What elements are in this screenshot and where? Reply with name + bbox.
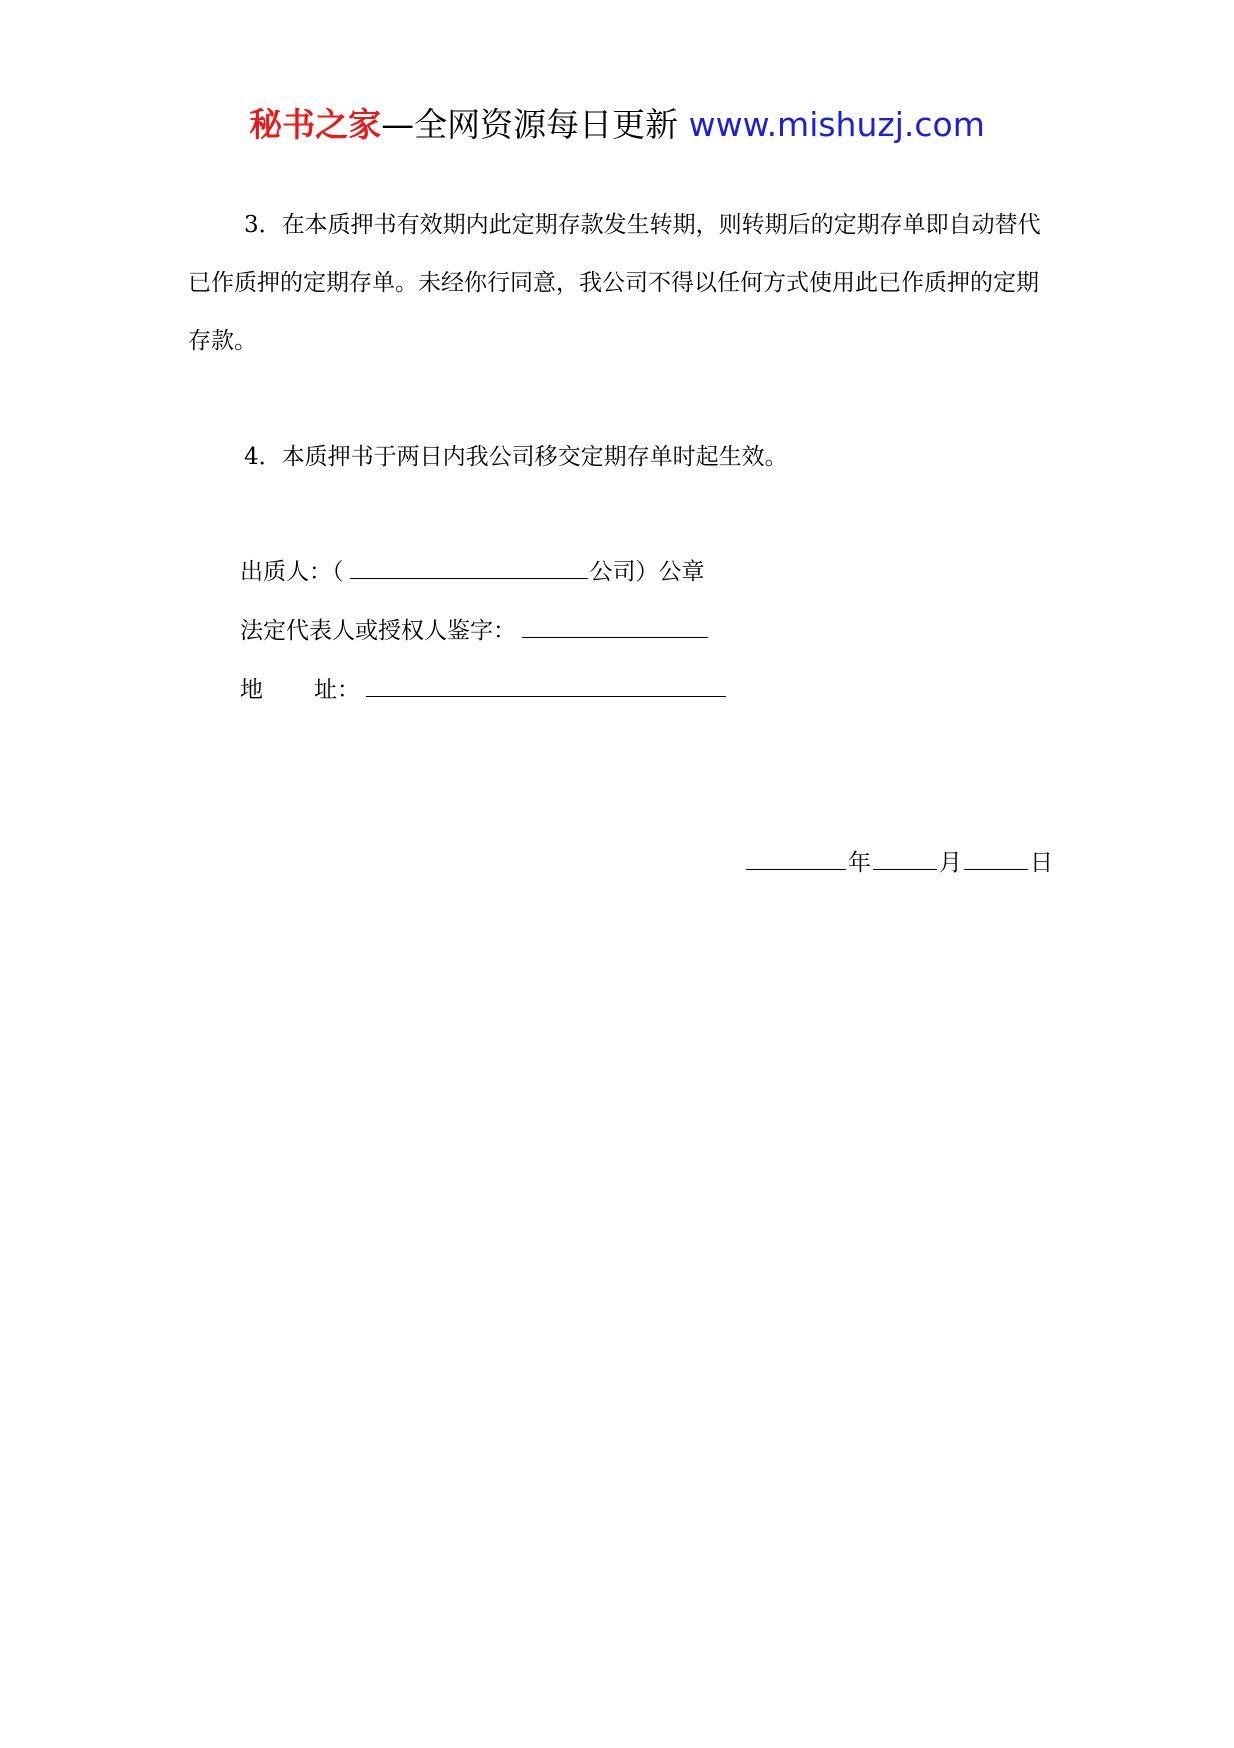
site-brand: 秘书之家 <box>249 105 382 144</box>
clause-3 <box>188 196 1048 370</box>
site-header <box>0 100 1234 150</box>
month-blank[interactable] <box>873 847 937 870</box>
pledgor-row <box>240 555 705 589</box>
day-blank[interactable] <box>964 847 1028 870</box>
site-slogan: —全网资源每日更新 <box>381 105 679 144</box>
year-label: 年 <box>848 850 871 876</box>
site-url-link[interactable]: www.mishuzj.com <box>688 105 985 144</box>
representative-row <box>240 614 708 648</box>
representative-label: 法定代表人或授权人鉴字： <box>240 618 516 644</box>
address-label-first: 地 <box>240 677 263 703</box>
clause-4 <box>188 428 1048 486</box>
month-label: 月 <box>939 850 962 876</box>
address-row <box>240 673 726 707</box>
day-label: 日 <box>1030 850 1053 876</box>
pledgor-suffix: 公司）公章 <box>589 559 705 585</box>
clause-3-text: 在本质押书有效期内此定期存款发生转期，则转期后的定期存单即自动替代已作质押的定期存单。未经你行同意，我公司不得以任何方式使用此已作质押的定期存款。 <box>188 212 1041 354</box>
clause-4-text: 本质押书于两日内我公司移交定期存单时起生效。 <box>281 444 788 470</box>
year-blank[interactable] <box>746 847 846 870</box>
pledgor-label: 出质人：（ <box>240 559 344 585</box>
representative-signature-blank[interactable] <box>522 615 708 638</box>
clause-3-number: 3． <box>244 212 282 238</box>
address-label-second: 址： <box>314 677 360 703</box>
company-name-blank[interactable] <box>350 556 588 579</box>
date-row <box>746 846 1053 880</box>
clause-4-number: 4． <box>244 444 282 470</box>
address-blank[interactable] <box>366 674 726 697</box>
